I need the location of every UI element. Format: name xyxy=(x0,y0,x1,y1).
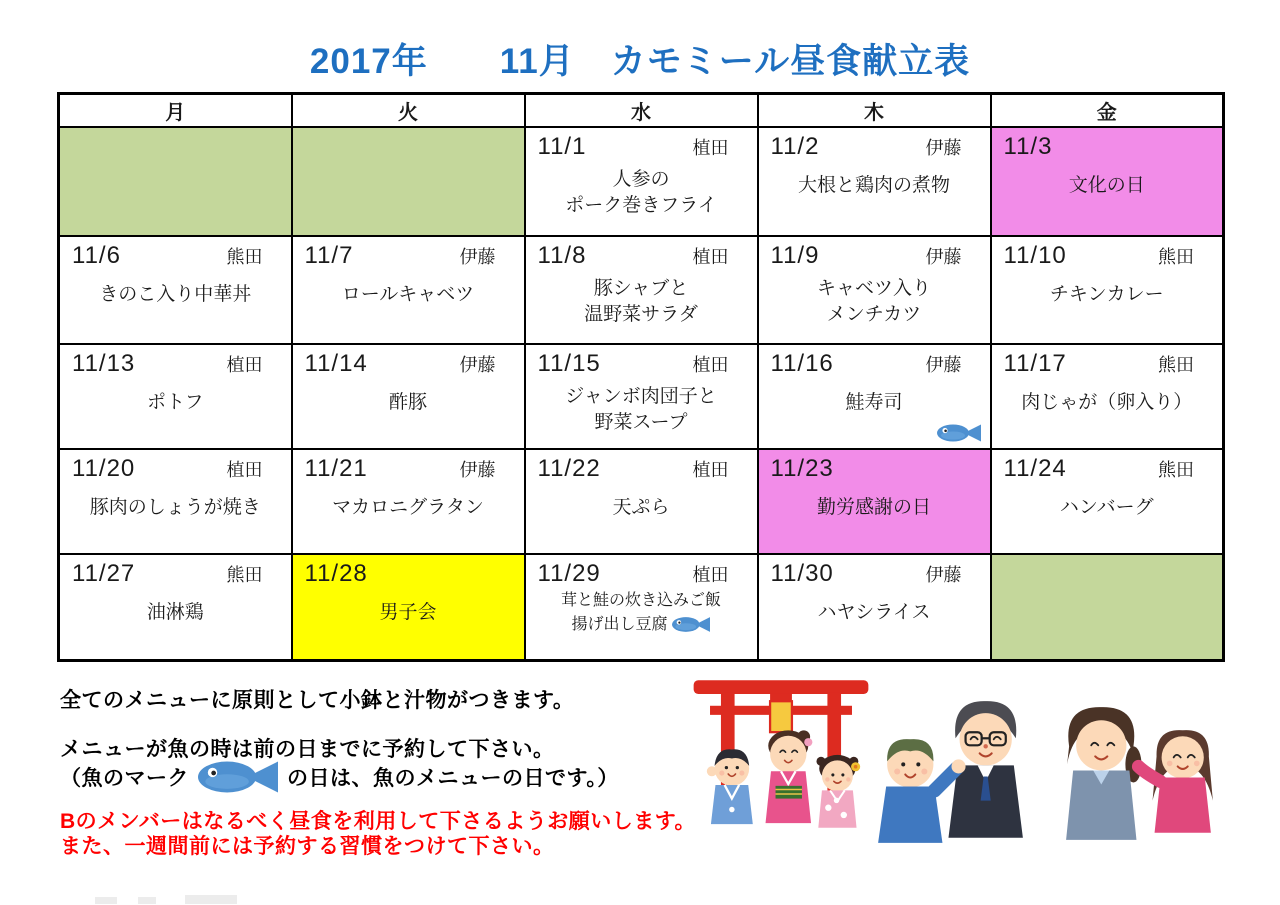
menu-calendar-table xyxy=(57,92,1225,662)
menu-item: ポーク巻きフライ xyxy=(565,194,717,216)
warning-reserve-habit: また、一週間前には予約する習慣をつけて下さい。 xyxy=(60,835,555,858)
day-header-wed: 水 xyxy=(525,94,758,128)
duty-name: 植田 xyxy=(692,460,729,480)
note-fish-legend-after: の日は、魚のメニューの日です。） xyxy=(287,767,619,790)
fish-icon xyxy=(936,422,982,444)
note-fish-reservation: メニューが魚の時は前の日までに予約して下さい。 xyxy=(60,738,555,761)
shichigosan-illustration xyxy=(690,670,872,838)
older-woman-figure xyxy=(1066,707,1141,840)
holiday-name: 勤労感謝の日 xyxy=(816,497,931,518)
family-illustration xyxy=(862,682,1234,874)
duty-name: 植田 xyxy=(226,355,263,375)
girl-kimono-figure xyxy=(816,755,860,828)
menu-item: ハンバーグ xyxy=(1059,497,1154,518)
calendar-cell-11-14 xyxy=(292,344,525,449)
duty-name: 植田 xyxy=(692,565,729,585)
day-header-mon: 月 xyxy=(59,94,292,128)
week-row-3 xyxy=(59,344,1224,449)
calendar-cell-11-8 xyxy=(525,236,758,344)
menu-item: メンチカツ xyxy=(826,303,922,325)
date-label: 11/6 xyxy=(72,242,121,269)
duty-name: 熊田 xyxy=(1158,355,1194,375)
calendar-cell-closed xyxy=(59,127,292,236)
page-edge-artifact xyxy=(185,895,237,904)
calendar-cell-11-21 xyxy=(292,449,525,554)
fish-icon xyxy=(195,757,281,797)
calendar-cell-11-1 xyxy=(525,127,758,236)
date-label: 11/29 xyxy=(537,560,601,587)
calendar-cell-11-20 xyxy=(59,449,292,554)
duty-name: 伊藤 xyxy=(925,138,962,158)
boy-kimono-figure xyxy=(707,749,753,824)
date-label: 11/7 xyxy=(304,242,354,269)
menu-item: 肉じゃが（卵入り） xyxy=(1021,392,1193,413)
date-label: 11/21 xyxy=(304,455,368,482)
menu-item: マカロニグラタン xyxy=(332,497,484,518)
date-label: 11/8 xyxy=(537,242,587,269)
menu-item: ハヤシライス xyxy=(817,602,931,623)
menu-item: 油淋鶏 xyxy=(146,602,204,623)
day-header-fri: 金 xyxy=(991,94,1224,128)
date-label: 11/3 xyxy=(1003,133,1053,160)
note-side-dishes: 全てのメニューに原則として小鉢と汁物がつきます。 xyxy=(60,689,575,712)
menu-item: 野菜スープ xyxy=(594,411,688,433)
duty-name: 伊藤 xyxy=(459,247,496,267)
fish-icon xyxy=(671,615,711,634)
calendar-cell-11-15 xyxy=(525,344,758,449)
calendar-cell-11-3-holiday xyxy=(991,127,1224,236)
duty-name: 熊田 xyxy=(226,247,263,267)
menu-item: 茸と鮭の炊き込みご飯 xyxy=(560,592,721,609)
warning-use-lunch: Bのメンバーはなるべく昼食を利用して下さるようお願いします。 xyxy=(60,810,697,833)
date-label: 11/17 xyxy=(1003,350,1067,377)
duty-name: 熊田 xyxy=(1158,460,1194,480)
week-row-5 xyxy=(59,554,1224,661)
duty-name: 伊藤 xyxy=(925,565,962,585)
page-title: 2017年 11月 カモミール昼食献立表 xyxy=(309,42,971,81)
weekday-header-row xyxy=(59,94,1224,128)
menu-item: 大根と鶏肉の煮物 xyxy=(797,175,950,196)
date-label: 11/20 xyxy=(72,455,136,482)
holiday-name: 文化の日 xyxy=(1068,175,1145,196)
young-woman-figure xyxy=(1138,730,1212,833)
date-label: 11/30 xyxy=(770,560,834,587)
calendar-cell-11-22 xyxy=(525,449,758,554)
menu-item: 人参の xyxy=(612,169,670,190)
duty-name: 植田 xyxy=(692,138,729,158)
duty-name: 植田 xyxy=(226,460,263,480)
menu-item: 温野菜サラダ xyxy=(584,303,698,325)
calendar-cell-11-13 xyxy=(59,344,292,449)
date-label: 11/1 xyxy=(537,133,587,160)
date-label: 11/9 xyxy=(770,242,820,269)
menu-item: チキンカレー xyxy=(1049,284,1164,305)
calendar-cell-11-24 xyxy=(991,449,1224,554)
menu-item: ジャンボ肉団子と xyxy=(565,386,717,407)
menu-item: 豚シャブと xyxy=(593,278,689,299)
date-label: 11/2 xyxy=(770,133,820,160)
calendar-cell-11-16 xyxy=(758,344,991,449)
calendar-cell-11-30 xyxy=(758,554,991,661)
day-header-tue: 火 xyxy=(292,94,525,128)
calendar-cell-11-9 xyxy=(758,236,991,344)
date-label: 11/14 xyxy=(304,350,368,377)
week-row-1 xyxy=(59,127,1224,236)
duty-name: 伊藤 xyxy=(925,247,962,267)
calendar-cell-closed xyxy=(991,554,1224,661)
calendar-cell-11-7 xyxy=(292,236,525,344)
calendar-cell-11-29 xyxy=(525,554,758,661)
calendar-cell-11-6 xyxy=(59,236,292,344)
menu-item: 揚げ出し豆腐 xyxy=(571,615,668,633)
date-label: 11/28 xyxy=(304,560,368,587)
note-fish-legend-before: （魚のマーク xyxy=(60,767,189,790)
week-row-2 xyxy=(59,236,1224,344)
date-label: 11/23 xyxy=(770,455,834,482)
menu-item: ポトフ xyxy=(147,392,204,413)
duty-name: 伊藤 xyxy=(459,355,496,375)
calendar-cell-11-17 xyxy=(991,344,1224,449)
date-label: 11/24 xyxy=(1003,455,1067,482)
duty-name: 熊田 xyxy=(226,565,263,585)
calendar-cell-11-27 xyxy=(59,554,292,661)
calendar-cell-11-10 xyxy=(991,236,1224,344)
date-label: 11/16 xyxy=(770,350,834,377)
note-fish-legend xyxy=(60,756,619,798)
duty-name: 伊藤 xyxy=(459,460,496,480)
date-label: 11/27 xyxy=(72,560,136,587)
calendar-cell-11-2 xyxy=(758,127,991,236)
mother-kimono-figure xyxy=(766,730,813,823)
date-label: 11/13 xyxy=(72,350,136,377)
date-label: 11/15 xyxy=(537,350,601,377)
duty-name: 熊田 xyxy=(1158,247,1194,267)
menu-item: ロールキャベツ xyxy=(341,284,475,305)
calendar-cell-11-23-holiday xyxy=(758,449,991,554)
day-header-thu: 木 xyxy=(758,94,991,128)
page-edge-artifact xyxy=(95,897,117,904)
menu-item: 酢豚 xyxy=(388,392,427,413)
week-row-4 xyxy=(59,449,1224,554)
duty-name: 伊藤 xyxy=(925,355,962,375)
calendar-cell-closed xyxy=(292,127,525,236)
menu-item: 天ぷら xyxy=(612,497,670,518)
menu-item: キャベツ入り xyxy=(816,278,931,299)
event-name: 男子会 xyxy=(379,602,437,623)
date-label: 11/22 xyxy=(537,455,601,482)
date-label: 11/10 xyxy=(1003,242,1067,269)
duty-name: 植田 xyxy=(692,355,729,375)
menu-item: 豚肉のしょうが焼き xyxy=(89,497,261,518)
menu-item: きのこ入り中華丼 xyxy=(99,284,252,305)
page-edge-artifact xyxy=(138,897,156,904)
duty-name: 植田 xyxy=(692,247,729,267)
calendar-cell-11-28-event xyxy=(292,554,525,661)
menu-item: 鮭寿司 xyxy=(845,392,903,413)
